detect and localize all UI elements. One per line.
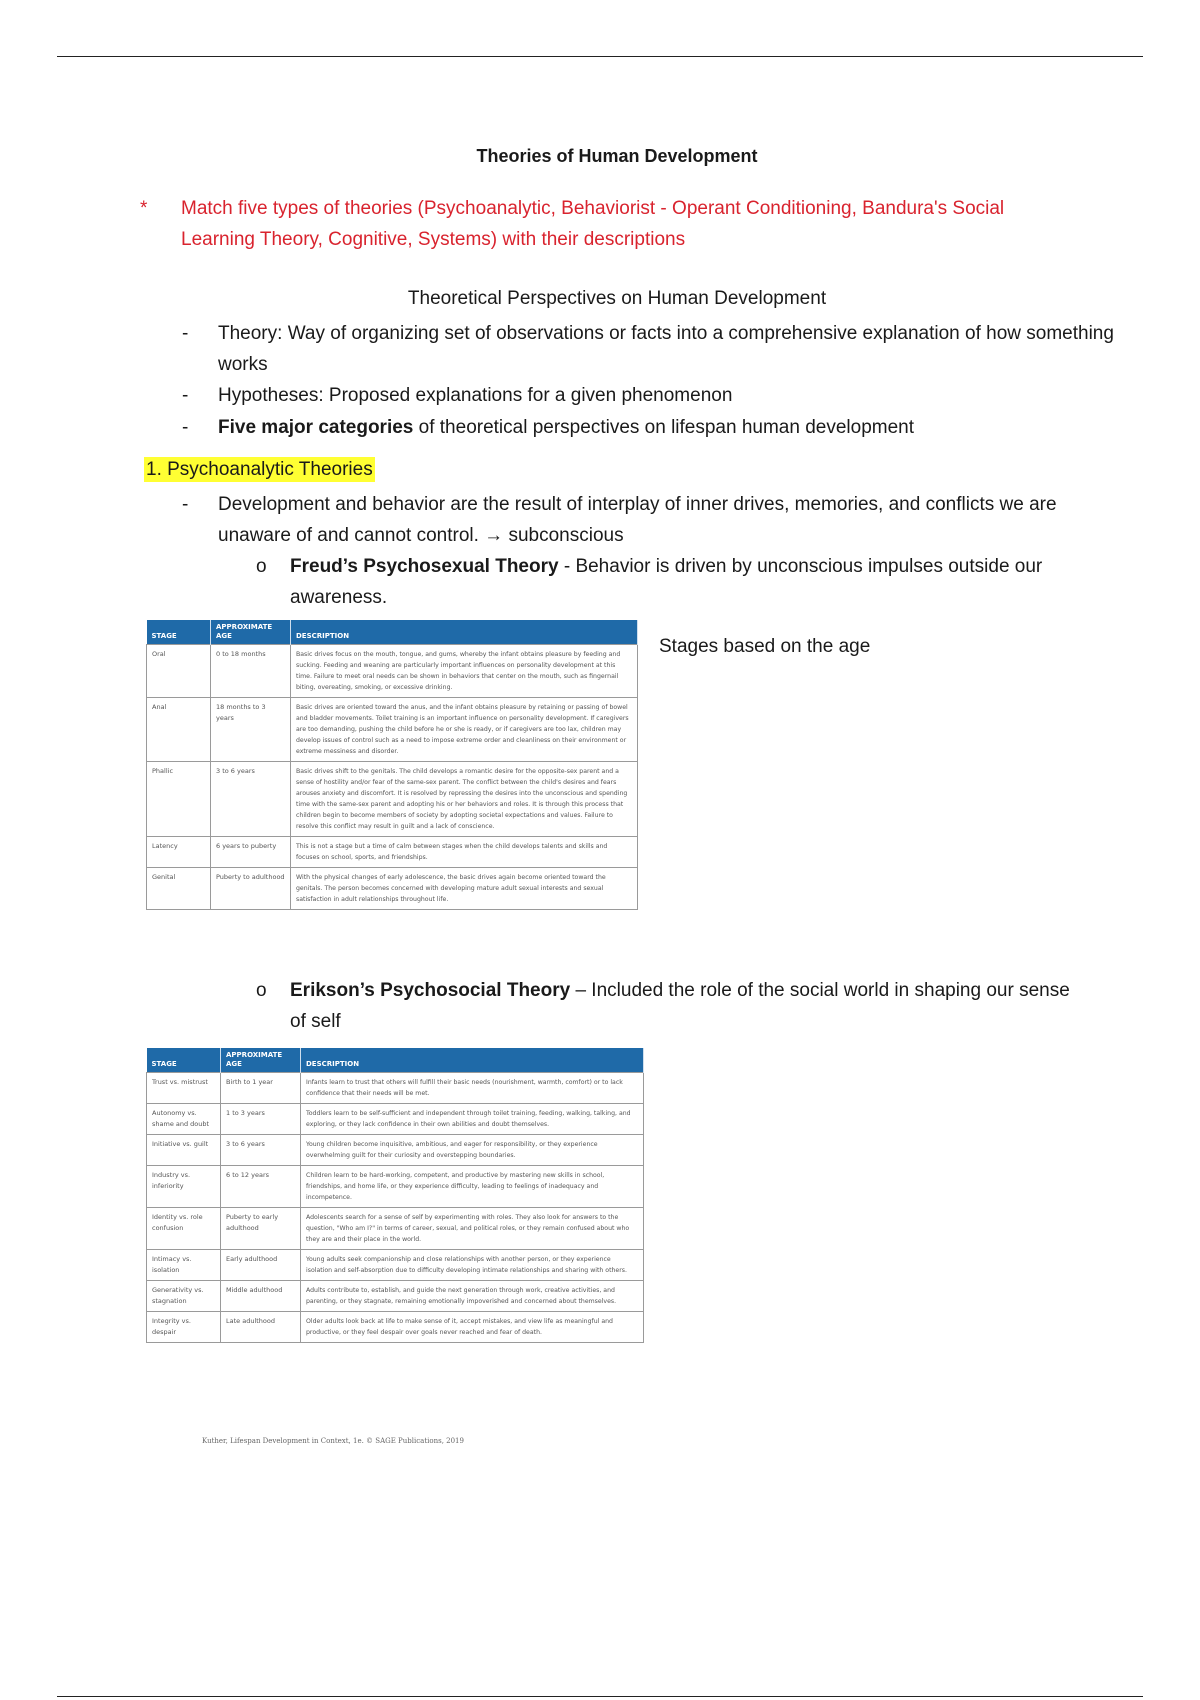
table-row <box>147 1104 644 1135</box>
table-row <box>147 645 638 698</box>
bullet-categories <box>182 412 1122 443</box>
table-row <box>147 698 638 762</box>
erikson-cell: Adults contribute to, establish, and guide the next generation through work, creative activities, and parenting, or they stagnate, remaining emotionally impoverished and concerned about themselves. <box>301 1281 644 1312</box>
table-row <box>147 762 638 837</box>
bullet-categories-text <box>218 412 1118 443</box>
erikson-cell: Young adults seek companionship and close relationships with another person, or they experience isolation and self-absorption due to difficulty developing intimate relationships and sharing with others. <box>301 1250 644 1281</box>
bottom-rule <box>57 1696 1143 1697</box>
bullet-psychoanalytic-text: Development and behavior are the result of interplay of inner drives, memories, and conflicts we are unaware of and cannot control. → subconscious <box>218 494 1057 546</box>
erikson-cell: Late adulthood <box>221 1312 301 1343</box>
erikson-cell: 1 to 3 years <box>221 1104 301 1135</box>
section-heading <box>144 459 375 481</box>
erikson-cell: Trust vs. mistrust <box>147 1073 221 1104</box>
erikson-cell: Generativity vs. stagnation <box>147 1281 221 1312</box>
table-row <box>147 1312 644 1343</box>
freud-cell: Anal <box>147 698 211 762</box>
erikson-header-1: APPROXIMATE AGE <box>221 1048 301 1073</box>
freud-text <box>290 551 1090 613</box>
freud-cell: Basic drives shift to the genitals. The child develops a romantic desire for the opposite-sex parent and a sense of hostility and/or fear of the same-sex parent. The conflict between the child's desires and fears arouses anxiety and discomfort. It is resolved by repressing the desires into the unconscious and spending time with the same-sex parent and adopting his or her behaviors and roles. It is through this process that children begin to become members of society by adopting societal expectations and values. Failure to resolve this conflict may result in guilt and a lack of conscience. <box>291 762 638 837</box>
erikson-cell: Infants learn to trust that others will fulfill their basic needs (nourishment, warmth, comfort) or to lack confidence that their needs will be met. <box>301 1073 644 1104</box>
freud-bold: Freud’s Psychosexual Theory <box>290 556 559 577</box>
erikson-cell: Initiative vs. guilt <box>147 1135 221 1166</box>
freud-item <box>256 551 1096 613</box>
learning-goal-text: Match five types of theories (Psychoanalytic, Behaviorist - Operant Conditioning, Bandura's Social Learning Theory, Cognitive, Systems) with their descriptions <box>181 198 1005 250</box>
bullet-hypotheses <box>182 380 1122 411</box>
erikson-rest: – Included the role of the social world in shaping our sense of self <box>290 980 1070 1032</box>
bullet-psychoanalytic <box>182 489 1122 551</box>
freud-cell: Phallic <box>147 762 211 837</box>
freud-cell: Basic drives focus on the mouth, tongue, and gums, whereby the infant obtains pleasure by feeding and sucking. Feeding and weaning are particularly important influences on personality development at this time. Failure to meet oral needs can be shown in behaviors that center on the mouth, such as fingernail biting, overeating, smoking, or excessive drinking. <box>291 645 638 698</box>
categories-bold: Five major categories <box>218 417 414 438</box>
erikson-cell: Early adulthood <box>221 1250 301 1281</box>
erikson-header-0: STAGE <box>147 1048 221 1073</box>
erikson-cell: Children learn to be hard-working, competent, and productive by mastering new skills in school, friendships, and home life, or they experience difficulty, leading to feelings of inadequacy and incompetence. <box>301 1166 644 1208</box>
section-subtitle: Theoretical Perspectives on Human Development <box>407 288 827 309</box>
table-row <box>147 1166 644 1208</box>
goal-bullet: * <box>140 198 148 219</box>
freud-cell: With the physical changes of early adolescence, the basic drives again become oriented toward the genitals. The person becomes concerned with developing mature adult sexual interests and sexual satisfaction in adult relationships throughout life. <box>291 868 638 910</box>
sub-bullet: o <box>256 556 267 577</box>
erikson-cell: Identity vs. role confusion <box>147 1208 221 1250</box>
freud-rest: - Behavior is driven by unconscious impulses outside our awareness. <box>290 556 1043 608</box>
top-rule <box>57 56 1143 57</box>
bullet-dash: - <box>182 494 189 515</box>
table-row <box>147 1073 644 1104</box>
freud-cell: Puberty to adulthood <box>211 868 291 910</box>
erikson-cell: Autonomy vs. shame and doubt <box>147 1104 221 1135</box>
erikson-cell: 6 to 12 years <box>221 1166 301 1208</box>
erikson-cell: 3 to 6 years <box>221 1135 301 1166</box>
freud-cell: 0 to 18 months <box>211 645 291 698</box>
freud-cell: Genital <box>147 868 211 910</box>
erikson-cell: Toddlers learn to be self-sufficient and independent through toilet training, feeding, walking, talking, and exploring, or they lack confidence in their own abilities and doubt themselves. <box>301 1104 644 1135</box>
figure-credit: Kuther, Lifespan Development in Context, 1e. © SAGE Publications, 2019 <box>202 1437 464 1445</box>
freud-cell: 18 months to 3 years <box>211 698 291 762</box>
erikson-item <box>256 975 1096 1037</box>
erikson-stage-table <box>146 1048 644 1343</box>
bullet-dash: - <box>182 323 189 344</box>
section-heading-text: 1. Psychoanalytic Theories <box>146 459 373 480</box>
erikson-cell: Intimacy vs. isolation <box>147 1250 221 1281</box>
categories-rest: of theoretical perspectives on lifespan human development <box>413 417 915 438</box>
erikson-header-2: DESCRIPTION <box>301 1048 644 1073</box>
table-row <box>147 1208 644 1250</box>
bullet-theory-text: Theory: Way of organizing set of observations or facts into a comprehensive explanation of how something works <box>218 323 1114 375</box>
erikson-cell: Integrity vs. despair <box>147 1312 221 1343</box>
bullet-hypotheses-text: Hypotheses: Proposed explanations for a given phenomenon <box>218 385 733 406</box>
erikson-cell: Birth to 1 year <box>221 1073 301 1104</box>
table-row <box>147 868 638 910</box>
page-title: Theories of Human Development <box>476 146 758 166</box>
side-note: Stages based on the age <box>659 636 871 657</box>
freud-stage-table <box>146 620 638 910</box>
freud-cell: 3 to 6 years <box>211 762 291 837</box>
bullet-theory <box>182 318 1122 380</box>
erikson-cell: Industry vs. inferiority <box>147 1166 221 1208</box>
table-row <box>147 1135 644 1166</box>
erikson-text <box>290 975 1090 1037</box>
freud-cell: Latency <box>147 837 211 868</box>
erikson-cell: Puberty to early adulthood <box>221 1208 301 1250</box>
sub-bullet: o <box>256 980 267 1001</box>
erikson-bold: Erikson’s Psychosocial Theory <box>290 980 571 1001</box>
erikson-cell: Older adults look back at life to make sense of it, accept mistakes, and view life as meaningful and productive, or they feel despair over goals never reached and fear of death. <box>301 1312 644 1343</box>
freud-header-0: STAGE <box>147 620 211 645</box>
erikson-cell: Middle adulthood <box>221 1281 301 1312</box>
bullet-dash: - <box>182 385 189 406</box>
freud-header-2: DESCRIPTION <box>291 620 638 645</box>
table-row <box>147 1281 644 1312</box>
freud-header-1: APPROXIMATE AGE <box>211 620 291 645</box>
freud-cell: Basic drives are oriented toward the anus, and the infant obtains pleasure by retaining or passing of bowel and bladder movements. Toilet training is an important influence on personality development. If caregivers are too demanding, pushing the child before he or she is ready, or if caregivers are too lax, children may develop issues of control such as a need to impose extreme order and cleanliness on their environment or extreme messiness and disorder. <box>291 698 638 762</box>
freud-cell: Oral <box>147 645 211 698</box>
erikson-cell: Young children become inquisitive, ambitious, and eager for responsibility, or they experience overwhelming guilt for their curiosity and overstepping boundaries. <box>301 1135 644 1166</box>
freud-cell: 6 years to puberty <box>211 837 291 868</box>
table-row <box>147 837 638 868</box>
table-row <box>147 1250 644 1281</box>
erikson-cell: Adolescents search for a sense of self by experimenting with roles. They also look for answers to the question, "Who am I?" in terms of career, sexual, and political roles, or they remain confused about who they are and their place in the world. <box>301 1208 644 1250</box>
bullet-dash: - <box>182 417 189 438</box>
freud-cell: This is not a stage but a time of calm between stages when the child develops talents and skills and focuses on school, sports, and friendships. <box>291 837 638 868</box>
